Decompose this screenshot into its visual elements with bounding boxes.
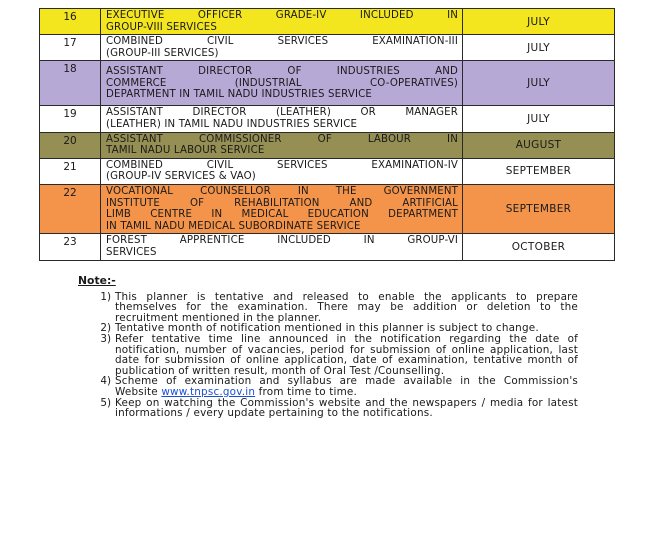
post-name-line: ASSISTANT DIRECTOR (LEATHER) OR MANAGER	[106, 107, 458, 119]
post-name-line: DEPARTMENT IN TAMIL NADU INDUSTRIES SERVICE	[106, 89, 372, 101]
post-name-cell	[101, 184, 463, 233]
post-name-line: TAMIL NADU LABOUR SERVICE	[106, 145, 265, 157]
serial-number-cell: 17	[40, 35, 101, 61]
post-name-line: SERVICES	[106, 246, 157, 258]
table-row	[40, 158, 615, 184]
post-name-line: VOCATIONAL COUNSELLOR IN THE GOVERNMENT	[106, 185, 458, 197]
post-name-cell	[101, 9, 463, 35]
post-name-line: FOREST APPRENTICE INCLUDED IN GROUP-VI	[106, 235, 458, 247]
serial-number-cell: 16	[40, 9, 101, 35]
notification-month-cell: JULY	[463, 9, 615, 35]
note-index: 4)	[100, 375, 111, 388]
post-name-line: INSTITUTE OF REHABILITATION AND ARTIFICIAL	[106, 197, 458, 209]
post-name-line: ASSISTANT DIRECTOR OF INDUSTRIES AND	[106, 65, 458, 77]
serial-number-cell: 21	[40, 158, 101, 184]
note-text-after-link: from time to time.	[258, 385, 358, 398]
notes-title: Note:-	[78, 274, 116, 287]
serial-number-cell: 18	[40, 61, 101, 106]
notification-month-cell: JULY	[463, 35, 615, 61]
notification-month-cell: JULY	[463, 61, 615, 106]
post-name-cell	[101, 61, 463, 106]
post-name-cell	[101, 106, 463, 132]
notification-month-cell: SEPTEMBER	[463, 158, 615, 184]
note-text	[115, 376, 578, 397]
post-name-line: COMBINED CIVIL SERVICES EXAMINATION-IV	[106, 159, 458, 171]
post-name-line: COMMERCE (INDUSTRIAL CO-OPERATIVES)	[106, 77, 458, 89]
serial-number-cell: 20	[40, 132, 101, 158]
note-index: 1)	[100, 290, 111, 303]
post-name-cell	[101, 158, 463, 184]
table-row	[40, 234, 615, 260]
note-item-3	[78, 334, 578, 376]
post-name-cell	[101, 234, 463, 260]
post-name-line: GROUP-VIII SERVICES	[106, 21, 217, 33]
post-name-line: LIMB CENTRE IN MEDICAL EDUCATION DEPARTMENT	[106, 209, 458, 221]
note-text: Keep on watching the Commission's website and the newspapers / media for latest informations / every update pertaining to the notifications.	[115, 396, 578, 420]
planner-table-body	[40, 9, 615, 261]
note-index: 2)	[100, 322, 111, 335]
post-name-line: EXECUTIVE OFFICER GRADE-IV INCLUDED IN	[106, 10, 458, 21]
post-name-line: (LEATHER) IN TAMIL NADU INDUSTRIES SERVICE	[106, 118, 358, 130]
table-row	[40, 9, 615, 35]
table-row	[40, 184, 615, 233]
table-row	[40, 132, 615, 158]
notification-month-cell: AUGUST	[463, 132, 615, 158]
note-item-5	[78, 398, 578, 419]
note-index: 5)	[100, 396, 111, 409]
notes-list	[78, 292, 578, 419]
serial-number-cell: 19	[40, 106, 101, 132]
table-row	[40, 106, 615, 132]
notes-section	[78, 276, 578, 419]
post-name-line: (GROUP-III SERVICES)	[106, 47, 219, 59]
post-name-cell	[101, 132, 463, 158]
post-name-line: IN TAMIL NADU MEDICAL SUBORDINATE SERVICE	[106, 220, 361, 232]
post-name-line: ASSISTANT COMMISSIONER OF LABOUR IN	[106, 133, 458, 145]
post-name-cell	[101, 35, 463, 61]
note-item-1	[78, 292, 578, 324]
note-index: 3)	[100, 332, 111, 345]
notification-month-cell: JULY	[463, 106, 615, 132]
serial-number-cell: 23	[40, 234, 101, 260]
serial-number-cell: 22	[40, 184, 101, 233]
post-name-line: COMBINED CIVIL SERVICES EXAMINATION-III	[106, 36, 458, 48]
note-text: This planner is tentative and released to enable the applicants to prepare themselves for the examination. There may be addition or deletion to the recruitment mentioned in the planner.	[115, 290, 578, 324]
notification-month-cell: OCTOBER	[463, 234, 615, 260]
table-row	[40, 35, 615, 61]
notification-month-cell: SEPTEMBER	[463, 184, 615, 233]
recruitment-planner-table	[39, 8, 615, 261]
note-text-before-link: Scheme of examination and syllabus are made available in the Commission's Website	[115, 375, 578, 398]
note-item-4	[78, 376, 578, 397]
table-row	[40, 61, 615, 106]
note-text: Refer tentative time line announced in the notification regarding the date of notification, number of vacancies, period for submission of online application, last date for submission of online application, date of examination, tentative month of publication of written result, month of Oral Test /Counselling.	[115, 332, 578, 377]
post-name-line: (GROUP-IV SERVICES & VAO)	[106, 171, 256, 183]
commission-website-link[interactable]: www.tnpsc.gov.in	[161, 385, 256, 398]
note-text: Tentative month of notification mentioned in this planner is subject to change.	[115, 322, 539, 335]
